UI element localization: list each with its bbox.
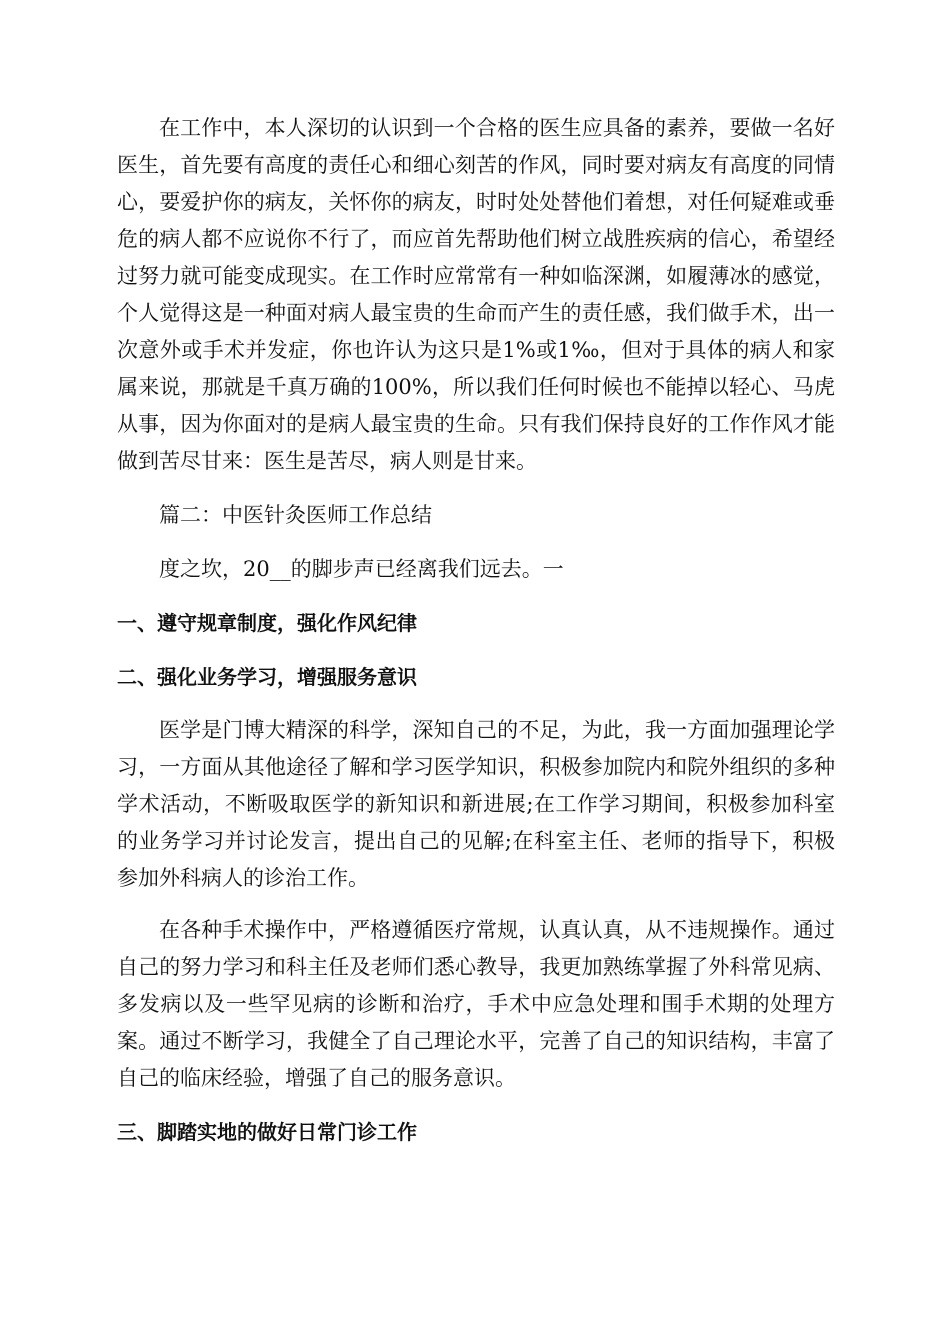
article-subtitle: 篇二：中医针灸医师工作总结 xyxy=(159,503,432,527)
intro-line: 度之坎，20__的脚步声已经离我们远去。一 xyxy=(159,557,564,581)
spacer xyxy=(117,696,835,712)
spacer xyxy=(117,534,835,551)
spacer xyxy=(117,1097,835,1114)
paragraph-responsibility: 在工作中，本人深切的认识到一个合格的医生应具备的素养，要做一名好医生，首先要有高度的责任心和细心刻苦的作风，同时要对病友有高度的同情心，要爱护你的病友，关怀你的病友，时时处处替他们着想，对任何疑难或垂危的病人都不应说你不行了，而应首先帮助他们树立战胜疾病的信心，希望经过努力就可能变成现实。在工作时应常常有一种如临深渊，如履薄冰的感觉，个人觉得这是一种面对病人最宝贵的生命而产生的责任感，我们做手术，出一次意外或手术并发症，你也许认为这只是1%或1‰，但对于具体的病人和家属来说，那就是千真万确的100%，所以我们任何时候也不能掉以轻心、马虎从事，因为你面对的是病人最宝贵的生命。只有我们保持良好的工作作风才能做到苦尽甘来：医生是苦尽，病人则是甘来。 xyxy=(117,116,835,473)
section-heading-1: 一、遵守规章制度，强化作风纪律 xyxy=(117,611,417,635)
spacer xyxy=(117,588,835,605)
document-page xyxy=(117,110,835,1151)
paragraph-study: 医学是门博大精深的科学，深知自己的不足，为此，我一方面加强理论学习，一方面从其他途径了解和学习医学知识，积极参加院内和院外组织的多种学术活动，不断吸取医学的新知识和新进展;在工作学习期间，积极参加科室的业务学习并讨论发言，提出自己的见解;在科室主任、老师的指导下，积极参加外科病人的诊治工作。 xyxy=(117,718,835,890)
section-heading-3: 三、脚踏实地的做好日常门诊工作 xyxy=(117,1120,417,1144)
paragraph-surgery: 在各种手术操作中，严格遵循医疗常规，认真认真，从不违规操作。通过自己的努力学习和科主任及老师们悉心教导，我更加熟练掌握了外科常见病、多发病以及一些罕见病的诊断和治疗，手术中应急处理和围手术期的处理方案。通过不断学习，我健全了自己理论水平，完善了自己的知识结构，丰富了自己的临床经验，增强了自己的服务意识。 xyxy=(117,918,835,1090)
section-heading-2: 二、强化业务学习，增强服务意识 xyxy=(117,665,417,689)
spacer xyxy=(117,642,835,659)
spacer xyxy=(117,480,835,497)
